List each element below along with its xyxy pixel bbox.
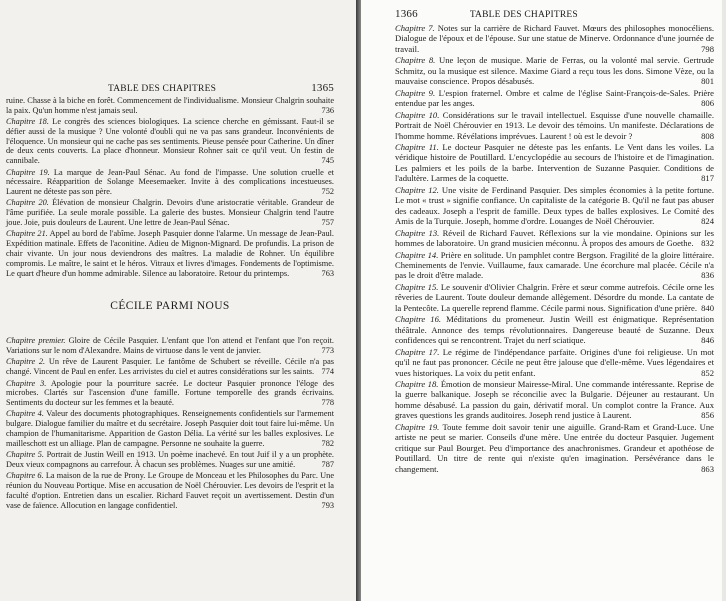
chapter-summary: Émotion de monsieur Mairesse-Miral. Une commande intéressante. Reprise de la guerre balkanique. Joseph se réconcilie avec la Bulgarie. Déjeuner au restaurant. Un homme désabusé. La passion du gain, dérivatif moral. Un complot contre la France. Aux graves questions les grands auditoires. Joseph rend justice à Laurent. [395, 378, 714, 421]
chapter-summary: Portrait de Justin Weill en 1913. Un poème inachevé. En tout Juif il y a un prophète. Deux vieux compagnons au carrefour. À chacun ses problèmes. Nuages sur une amitié. [6, 450, 334, 469]
toc-entry [395, 55, 714, 86]
chapter-summary: Apologie pour la pourriture sacrée. Le docteur Pasquier prononce l'éloge des microbes. Clartés sur l'ascension d'une famille. Fortune temporelle des grands écrivains. Sentiments du docteur sur les femmes et la beauté. [6, 378, 334, 408]
page-ref: 782 [321, 438, 334, 448]
page-ref: 808 [701, 130, 714, 141]
chapter-label: Chapitre 3. [6, 378, 47, 388]
chapter-label: Chapitre 7. [395, 23, 435, 33]
page-ref: 824 [701, 216, 714, 227]
toc-entry [6, 450, 334, 470]
toc-entry [6, 168, 334, 197]
chapter-summary: Le souvenir d'Olivier Chalgrin. Frère et sœur comme autrefois. Cécile orne les rêveries de Laurent. Toute douleur demande allègement. Désordre du monde. La cantate de la Pentecôte. La querelle reprend flamme. Cécile parmi nous. Signification d'une prière. [395, 281, 714, 313]
toc-entry [6, 357, 334, 377]
page-ref: 817 [701, 173, 714, 184]
toc-entry [6, 471, 334, 510]
page-ref: 757 [321, 218, 334, 228]
chapter-label: Chapitre 6. [6, 471, 44, 481]
chapter-summary: Réveil de Richard Fauvet. Réflexions sur la vie mondaine. Opinions sur les hommes de laboratoire. Un grand musicien méconnu. À propos des amours de Goethe. [395, 227, 714, 249]
toc-entry [395, 185, 714, 227]
right-running-head [395, 8, 714, 20]
page-ref: 752 [321, 187, 334, 197]
chapter-label: Chapitre 12. [395, 184, 439, 195]
left-running-title: TABLE DES CHAPITRES [108, 84, 217, 94]
chapter-label: Chapitre 14. [395, 249, 439, 260]
left-entries-top [6, 96, 334, 278]
chapter-summary: Le congrès des sciences biologiques. La science cherche en gémissant. Faut-il se défier aussi de la musique ? Une volonté d'oubli qui ne va pas sans grandeur. Inconvénients de l'éloquence. Un monsieur qui ne cache pas ses sentiments. Pieuse pensée pour Catherine. Un dîner de deux cents couverts. La place d'honneur. Monsieur Rohner sait ce qu'il veut. Un festin de cannibale. [6, 117, 335, 166]
page-ref: 863 [701, 463, 714, 474]
chapter-summary: Considérations sur le travail intellectuel. Esquisse d'une nouvelle chamaille. Portrait de Noël Chérouvier en 1913. Le devoir des témoins. Un manifeste. Déclarations de l'homme homme. Révélations imprévues. Laurent ! où est le devoir ? [395, 109, 714, 141]
chapter-summary: Toute femme doit savoir tenir une aiguille. Grand-Ram et Grand-Luce. Une artiste ne peut se marier. Conseils d'une mère. Une entrée du docteur Pasquier. Jugement critique sur Paul Bourget. Peu d'importance des anachronismes. Grandeur et apothéose de Poutillard. Un titre de rente qui n'existe qu'en imagination. Persévérance dans le changement. [395, 421, 714, 474]
chapter-label: Chapitre 17. [395, 346, 440, 357]
right-entries [395, 23, 714, 474]
page-ref: 801 [701, 76, 714, 87]
toc-entry [395, 250, 714, 281]
toc-entry [6, 96, 334, 116]
chapter-label: Chapitre 16. [395, 314, 442, 325]
chapter-summary: ruine. Chasse à la biche en forêt. Commencement de l'individualisme. Monsieur Chalgrin souhaite la paix. Qu'un homme n'est jamais seul. [6, 96, 334, 115]
right-page [361, 0, 726, 601]
chapter-label: Chapitre 9. [395, 87, 436, 98]
chapter-summary: Élévation de monsieur Chalgrin. Devoirs d'une aristocratie véritable. Grandeur de l'âme purifiée. La seule morale possible. La galerie des bustes. Monsieur Chalgrin tend l'autre joue. Joie, puis douleurs de Laurent. Une lettre de Jean-Paul Sénac. [6, 198, 334, 228]
chapter-label: Chapitre 11. [395, 141, 439, 152]
chapter-summary: L'espion fraternel. Ombre et calme de l'église Saint-François-de-Sales. Prière entendue par les anges. [395, 87, 714, 109]
left-entries-bottom [6, 336, 334, 510]
chapter-label: Chapitre 10. [395, 109, 440, 120]
chapter-label: Chapitre 21. [6, 229, 48, 239]
page-ref: 806 [701, 98, 714, 109]
chapter-summary: Le régime de l'indépendance parfaite. Origines d'une foi religieuse. Un mot qu'il ne faut pas prononcer. Cécile ne peut être jalouse que d'elle-même. Vues légendaires et vues historiques. La voix du petit enfant. [395, 346, 714, 378]
chapter-label: Chapitre 18. [395, 378, 439, 389]
chapter-summary: Notes sur la carrière de Richard Fauvet. Mœurs des philosophes monocéliens. Dialogue de l'époux et de l'épouse. Sur une statue de Minerve. Ordonnance d'une journée de travail. [395, 23, 714, 54]
toc-entry [395, 142, 714, 184]
chapter-summary: Prière en solitude. Un pamphlet contre Bergson. Fragilité de la gloire littéraire. Cheminements de l'envie. Vuillaume, faux camarade. Une écorchure mal placée. Cécile n'a pas le droit d'être malade. [395, 249, 714, 281]
right-running-title: TABLE DES CHAPITRES [469, 10, 578, 20]
page-ref: 787 [321, 459, 334, 469]
page-ref: 745 [321, 156, 334, 166]
chapter-summary: Le docteur Pasquier ne déteste pas les enfants. Le Vent dans les voiles. La véridique histoire de Poutillard. L'encyclopédie au secours de l'histoire et de l'imagination. Les palmiers et les poils de la barbe. Intervention de Suzanne Pasquier. Conditions de l'adultère. Larmes de la coquette. [395, 141, 714, 184]
left-page-number: 1365 [311, 82, 334, 94]
page-ref: 840 [701, 302, 714, 313]
right-page-number: 1366 [395, 8, 418, 20]
page-ref: 856 [701, 410, 714, 421]
toc-entry [6, 379, 334, 408]
chapter-summary: La marque de Jean-Paul Sénac. Au fond de l'impasse. Une solution cruelle et nécessaire. Réapparition de Solange Meesemaeker. Invite à des complications incestueuses. Laurent ne déteste pas son père. [6, 167, 334, 197]
toc-entry [395, 379, 714, 421]
chapter-label: Chapitre 13. [395, 227, 440, 238]
toc-entry [395, 282, 714, 313]
chapter-label: Chapitre 15. [395, 281, 439, 292]
left-running-head [6, 82, 334, 94]
toc-entry [6, 409, 334, 448]
toc-entry [395, 88, 714, 109]
section-title: CÉCILE PARMI NOUS [110, 300, 230, 313]
page-ref: 836 [701, 270, 714, 281]
left-page [0, 0, 356, 601]
page-ref: 736 [321, 105, 334, 115]
chapter-summary: La maison de la rue de Prony. Le Groupe de Monceau et les Philosophes du Parc. Une réunion du Nouveau Portique. Mise en accusation de Noël Chérouvier. Les devoirs de l'esprit et la faculté d'option. Entretien dans un escalier. Richard Fauvet reçoit un avertissement. Destin d'un vase de faïence. Allocution en langage confidentiel. [6, 471, 335, 510]
chapter-label: Chapitre 4. [6, 409, 44, 419]
chapter-summary: Une leçon de musique. Marie de Ferras, ou la volonté mal servie. Gertrude Schmitz, ou la musique est silence. Maxime Giard a reçu tous les dons. Simone Vèze, ou la mauvaise conscience. Propos désabusés. [395, 55, 714, 87]
page-ref: 778 [321, 398, 334, 408]
page-ref: 798 [701, 43, 714, 54]
page-ref: 774 [321, 367, 334, 377]
chapter-label: Chapitre 5. [6, 450, 44, 460]
page-ref: 763 [321, 268, 334, 278]
toc-entry [6, 336, 334, 356]
chapter-label: Chapitre 18. [6, 117, 49, 127]
toc-entry [395, 110, 714, 141]
toc-entry [6, 117, 334, 166]
chapter-summary: Appel au bord de l'abîme. Joseph Pasquier donne l'alarme. Un message de Jean-Paul. Expédition matinale. Effets de l'aconitine. Adieu de Mignon-Mignard. De profundis. La prison de chair vivante. Un jour nous deviendrons des maîtres. La maladie de Rohner. Un équilibre compromis. Le maître, le saint et le héros. Vitraux et livres d'images. Fondements de l'optimisme. Le quart d'heure d'un homme admirable. Silence au laboratoire. Retour du printemps. [6, 229, 334, 278]
chapter-label: Chapitre 19. [6, 167, 50, 177]
chapter-label: Chapitre premier. [6, 336, 66, 346]
chapter-label: Chapitre 20. [6, 198, 49, 208]
chapter-summary: Une visite de Ferdinand Pasquier. Des simples économies à la petite fortune. Le mot « trust » signifie confiance. Un capitaliste de la catégorie B. Qu'il ne faut pas abuser des cadeaux. Joseph a l'esprit de famille. Deux types de balles explosives. Le Comité des Amis de la Turquie. Joseph, homme d'ordre. Louanges de Noël Chérouvier. [395, 184, 714, 227]
chapter-summary: Gloire de Cécile Pasquier. L'enfant que l'on attend et l'enfant que l'on reçoit. Variations sur le nom d'Alexandre. Mains de virtuose dans le vent de janvier. [6, 336, 335, 356]
toc-entry [6, 198, 334, 227]
toc-entry [395, 314, 714, 345]
page-ref: 846 [701, 335, 714, 346]
chapter-label: Chapitre 2. [6, 357, 46, 367]
page-edge [722, 0, 726, 601]
toc-entry [395, 422, 714, 474]
page-ref: 852 [701, 367, 714, 378]
chapter-summary: Un rêve de Laurent Pasquier. Le fantôme de Schubert se réveille. Cécile n'a pas changé. Vincent de Paul en enfer. Les arrivistes du ciel et autres considérations sur les saints. [6, 357, 334, 377]
chapter-label: Chapitre 19. [395, 421, 440, 432]
toc-entry [395, 228, 714, 249]
chapter-summary: Méditations du promeneur. Justin Weill est énigmatique. Représentation théâtrale. Annonce des temps révolutionnaires. Dangereuse beauté de Suzanne. Deux confidences qui se rencontrent. Trajet du nerf sciatique. [395, 314, 714, 346]
page-ref: 832 [701, 238, 714, 249]
toc-entry [395, 347, 714, 378]
page-ref: 773 [321, 346, 334, 356]
toc-entry [6, 229, 334, 278]
toc-entry [395, 23, 714, 54]
chapter-summary: Valeur des documents photographiques. Renseignements confidentiels sur l'armement bulgare. Dialogue familier du maître et du secrétaire. Joseph Pasquier doit tout faire lui-même. Un champion de l'humanitarisme. Apparition de Gaston Délia. La vérité sur les balles explosives. Le mailleschott est un alliage. Plan de campagne. Personne ne souhaite la guerre. [6, 409, 334, 448]
page-ref: 793 [321, 500, 334, 510]
chapter-label: Chapitre 8. [395, 55, 436, 66]
